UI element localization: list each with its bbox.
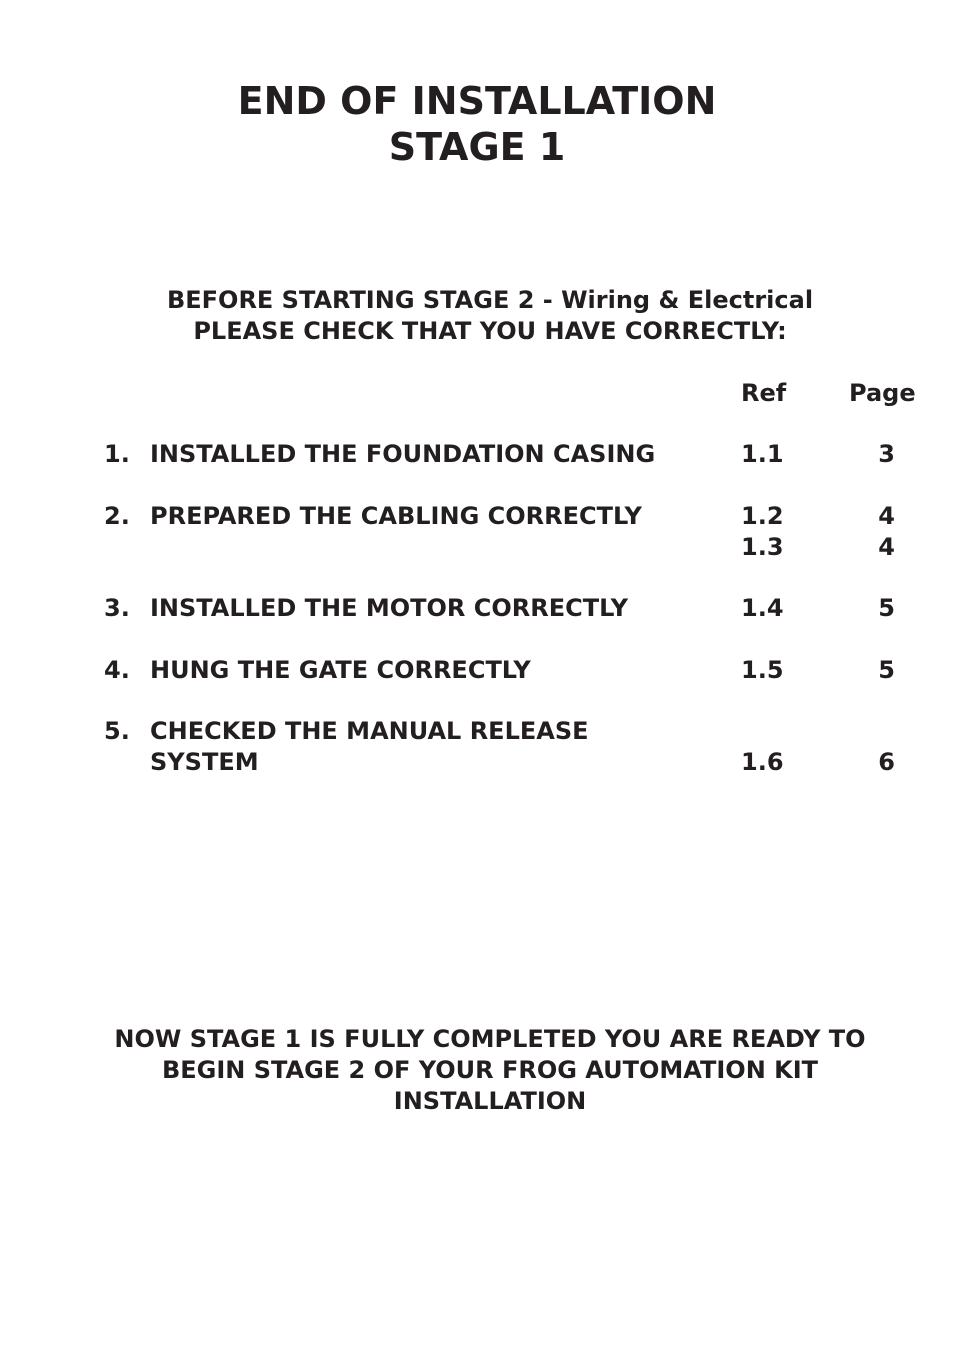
footer-line-3: INSTALLATION xyxy=(393,1087,587,1115)
item-description: CHECKED THE MANUAL RELEASE xyxy=(150,717,589,745)
item-page: 4 xyxy=(878,502,895,530)
item-ref: 1.5 xyxy=(741,656,784,684)
item-page: 5 xyxy=(878,594,895,622)
item-ref: 1.3 xyxy=(741,533,784,561)
item-ref: 1.4 xyxy=(741,594,784,622)
item-description: HUNG THE GATE CORRECTLY xyxy=(150,656,531,684)
footer-line-2: BEGIN STAGE 2 OF YOUR FROG AUTOMATION KIT xyxy=(161,1056,819,1084)
item-number: 5. xyxy=(104,717,130,745)
footer-line-1: NOW STAGE 1 IS FULLY COMPLETED YOU ARE READY TO xyxy=(114,1025,866,1053)
item-number: 4. xyxy=(104,656,130,684)
column-header-ref: Ref xyxy=(741,379,787,407)
item-page: 3 xyxy=(878,440,895,468)
page-title-line-2: STAGE 1 xyxy=(388,125,566,169)
page-title-line-1: END OF INSTALLATION xyxy=(237,79,717,123)
item-ref: 1.6 xyxy=(741,748,784,776)
item-page: 5 xyxy=(878,656,895,684)
item-description: PREPARED THE CABLING CORRECTLY xyxy=(150,502,642,530)
intro-line-1: BEFORE STARTING STAGE 2 - Wiring & Electrical xyxy=(166,286,814,314)
item-number: 3. xyxy=(104,594,130,622)
intro-line-2: PLEASE CHECK THAT YOU HAVE CORRECTLY: xyxy=(193,317,787,345)
column-header-page: Page xyxy=(849,379,916,407)
item-description-continued: SYSTEM xyxy=(150,748,259,776)
item-description: INSTALLED THE FOUNDATION CASING xyxy=(150,440,656,468)
item-description: INSTALLED THE MOTOR CORRECTLY xyxy=(150,594,629,622)
item-page: 4 xyxy=(878,533,895,561)
item-ref: 1.1 xyxy=(741,440,784,468)
item-number: 2. xyxy=(104,502,130,530)
item-number: 1. xyxy=(104,440,130,468)
item-page: 6 xyxy=(878,748,895,776)
item-ref: 1.2 xyxy=(741,502,784,530)
